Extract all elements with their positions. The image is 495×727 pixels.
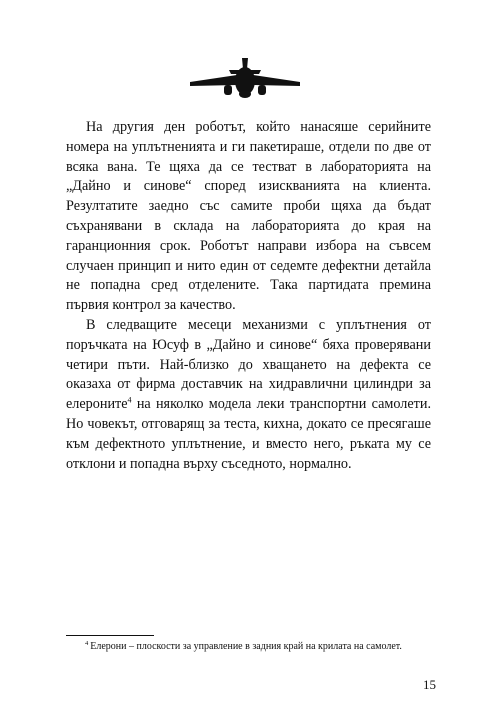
paragraph-1 <box>66 118 431 316</box>
paragraph-1-text: На другия ден роботът, който нанасяше серийните номера на уплътненията и ги пакетираше, отдели по две от всяка вана. Те щяха да се тестват в лабораторията на „Дайно и синове“ според изискванията на клиента. Резултатите заедно със самите проби щяха да бъдат съхранявани в склада на лабораторията до края на гаранционния срок. Роботът направи избора на съвсем случаен принцип и нито един от седемте дефектни детайла не попадна сред отделените. Така партидата премина първия контрол за качество. <box>66 119 431 314</box>
paragraph-2-text-b: на няколко модела леки транспортни самолети. Но човекът, отговарящ за теста, кихна, докато се пресягаше към дефектното уплътнение, и вместо него, ръката му се отклони и попадна върху съседното, нормално. <box>66 396 431 472</box>
footnote-divider <box>66 635 154 636</box>
airplane-icon <box>187 57 303 99</box>
footnote: 4 Елерони – плоскости за управление в задния край на крилата на самолет. <box>85 639 402 652</box>
footnote-text: Елерони – плоскости за управление в задния край на крилата на самолет. <box>90 641 402 652</box>
page-number: 15 <box>423 677 436 692</box>
paragraph-2 <box>66 316 431 474</box>
body-text <box>66 118 431 474</box>
footnote-reference[interactable]: 4 <box>127 395 132 405</box>
paragraph-2-text-a: В следващите месеци механизми с уплътнения от поръчката на Юсуф в „Дайно и синове“ бяха проверявани четири пъти. Най-близко до хващането на дефекта се оказаха от фирма доставчик на хидравлични цилиндри за елероните <box>66 316 431 413</box>
